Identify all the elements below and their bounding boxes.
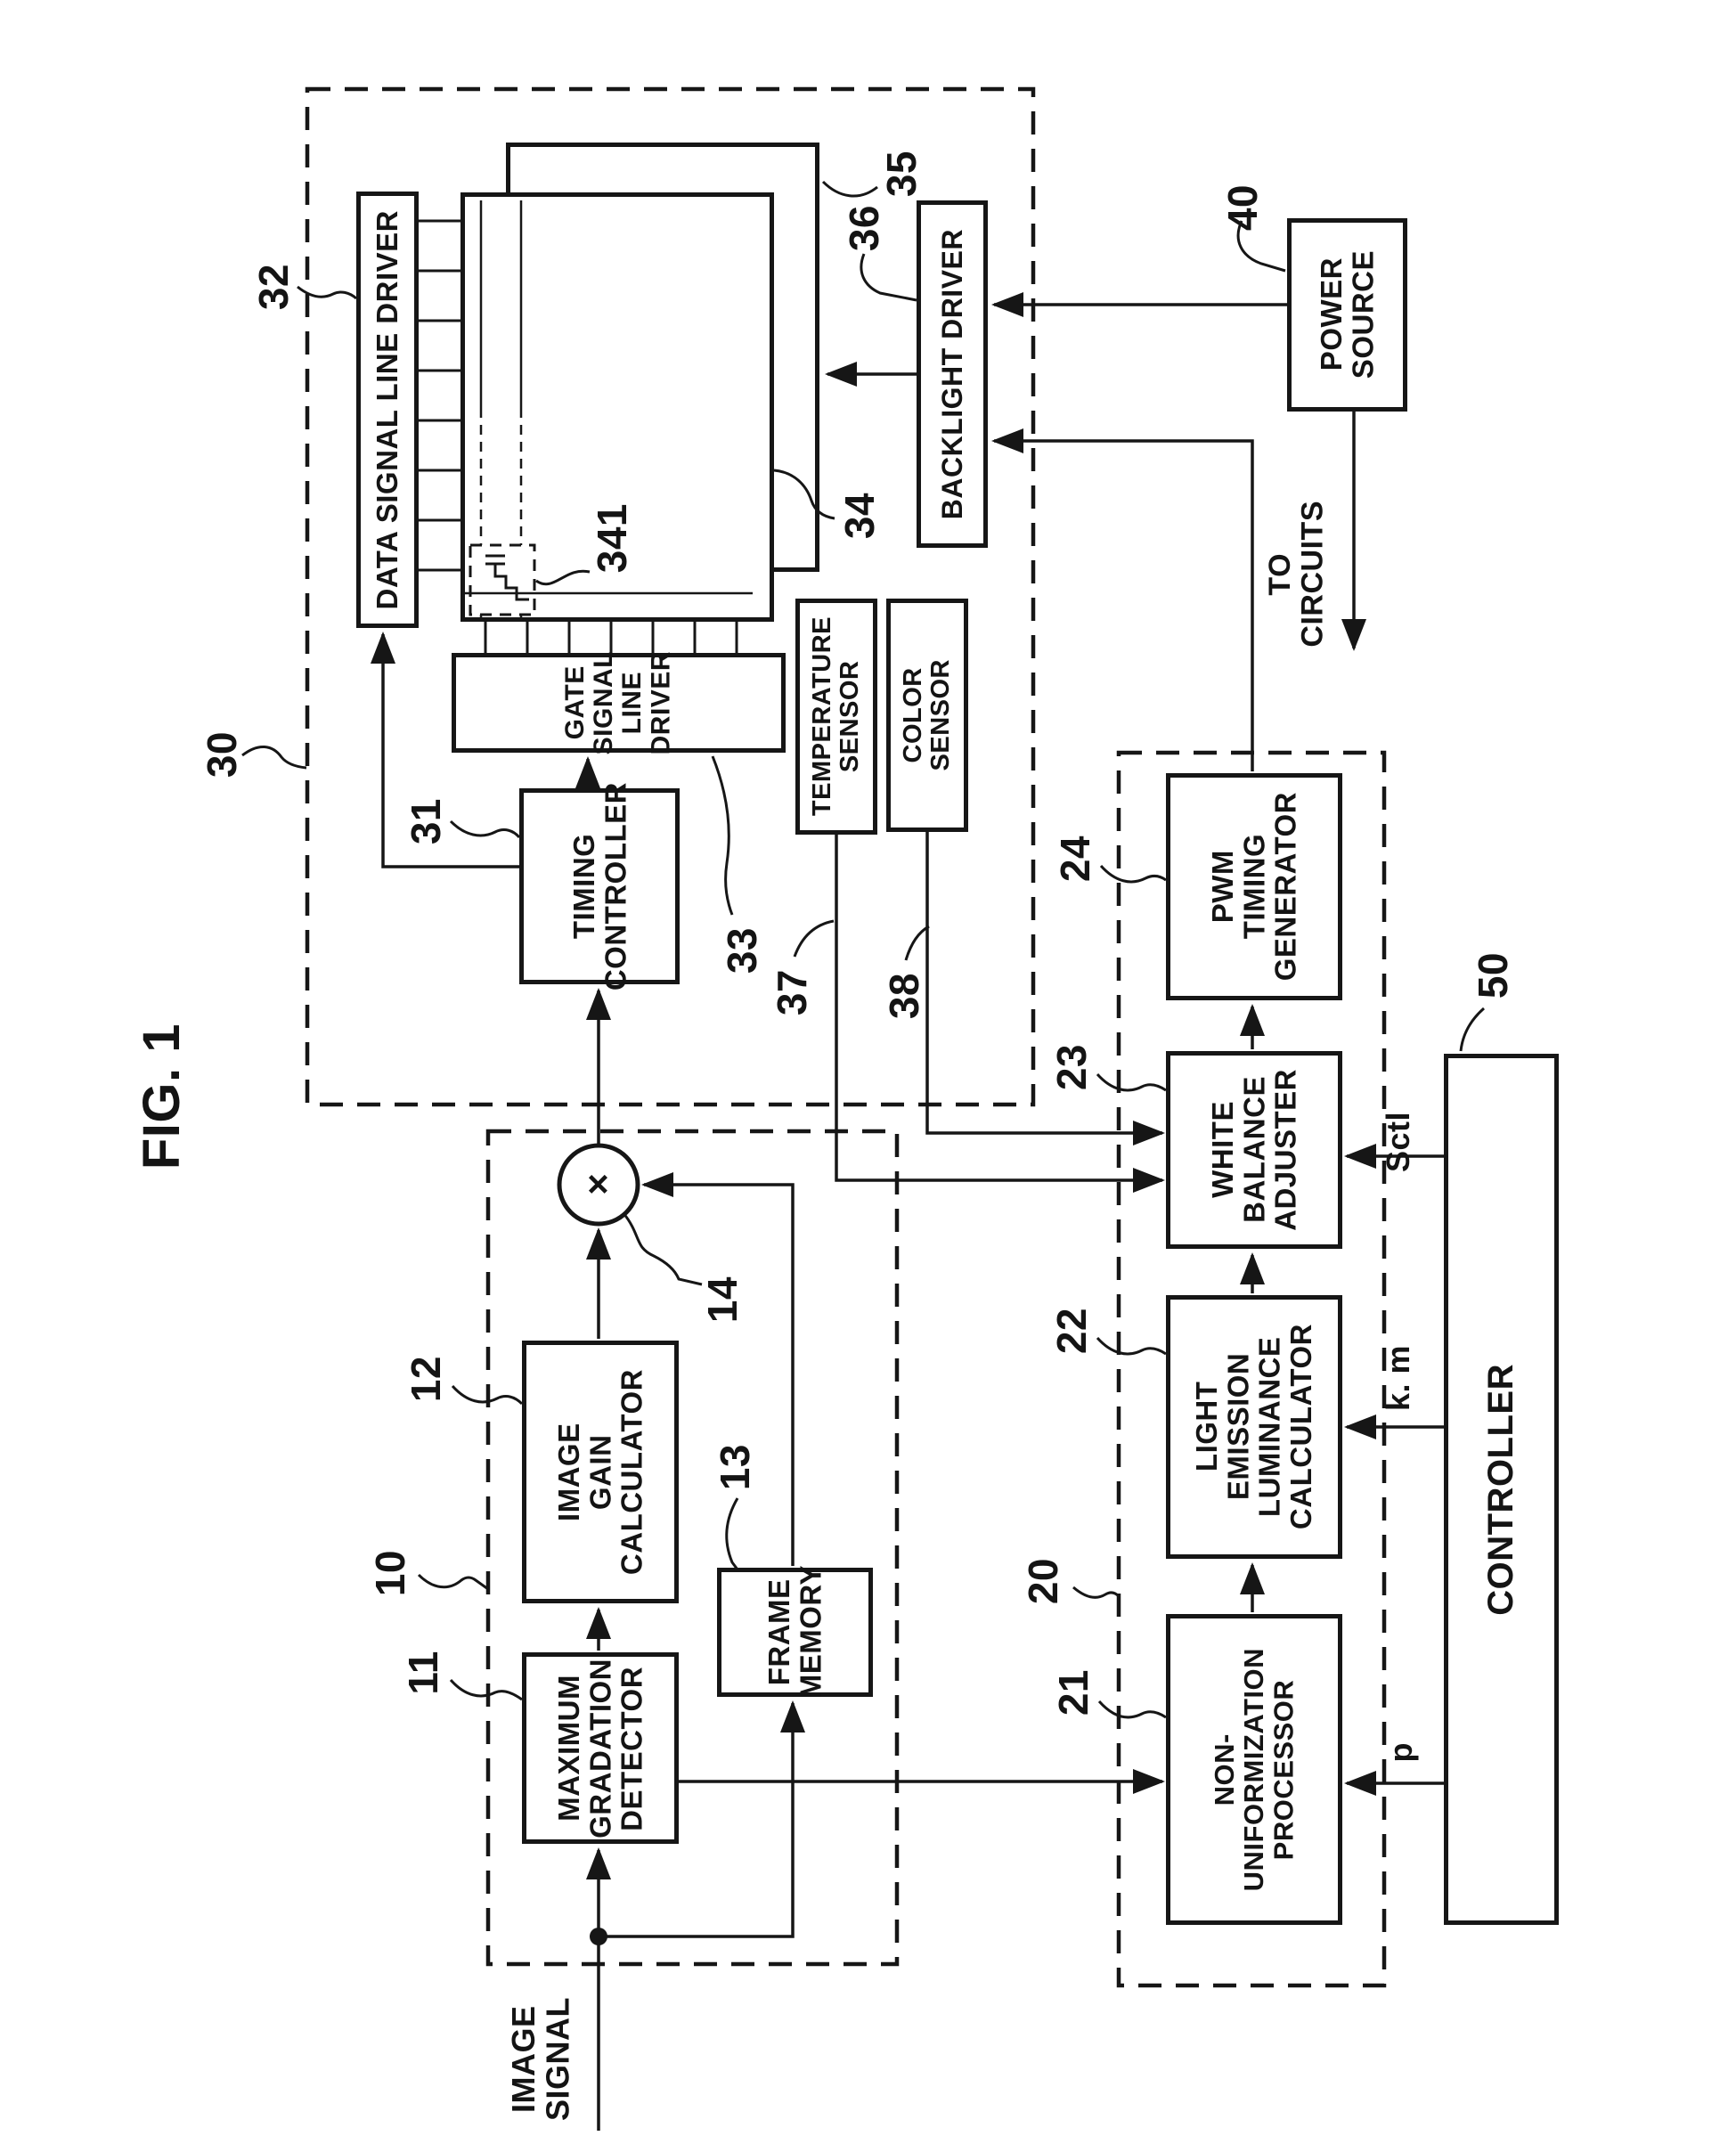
- image-gain-calculator-label: IMAGE GAIN CALCULATOR: [552, 1368, 648, 1576]
- non-uniformization-processor-label: NON- UNIFORMIZATION PROCESSOR: [1209, 1647, 1300, 1892]
- pwm-timing-generator-label: PWM TIMING GENERATOR: [1206, 792, 1302, 982]
- ref-32: [251, 252, 297, 322]
- data-line-ticks: [419, 221, 460, 570]
- ref-40: [1218, 176, 1267, 239]
- group-20-backlight-control-border: [1119, 753, 1384, 1985]
- ref-40-text: 40: [1218, 183, 1266, 232]
- ref-36: [843, 196, 887, 260]
- ref-34: [835, 481, 884, 550]
- ref-12-text: 12: [403, 1355, 450, 1403]
- gate-signal-line-driver-label: GATE SIGNAL LINE DRIVER: [560, 650, 676, 755]
- ref-10: [365, 1534, 417, 1612]
- group-30-display-unit-border: [307, 89, 1033, 1105]
- signal-km-text: k. m: [1379, 1344, 1416, 1412]
- ref-37: [770, 957, 816, 1028]
- frame-memory-label: FRAME MEMORY: [762, 1565, 827, 1700]
- ref-12: [403, 1347, 450, 1411]
- power-source-label: POWER SOURCE: [1315, 250, 1380, 379]
- ref-33-text: 33: [719, 926, 766, 974]
- ref-13-text: 13: [711, 1443, 758, 1491]
- ref-37-text: 37: [769, 968, 816, 1016]
- signal-p-text: p: [1381, 1741, 1419, 1763]
- ref-24: [1053, 827, 1099, 891]
- ref-32-text: 32: [250, 263, 297, 311]
- signal-p: [1382, 1726, 1420, 1778]
- ref-14: [698, 1265, 747, 1334]
- signal-to-circuits-text: TO CIRCUITS: [1262, 500, 1329, 648]
- backlight-driver-label: BACKLIGHT DRIVER: [935, 228, 968, 520]
- ref-22-text: 22: [1048, 1307, 1096, 1355]
- data-signal-line-driver-label: DATA SIGNAL LINE DRIVER: [371, 209, 404, 610]
- ref-11-text: 11: [400, 1651, 447, 1695]
- wire-branch-to-framememory: [599, 1703, 793, 1936]
- ref-50: [1468, 940, 1520, 1011]
- controller-label: CONTROLLER: [1481, 1363, 1521, 1616]
- ref-31: [403, 789, 450, 853]
- ref-341: [588, 488, 637, 588]
- light-emission-luminance-calculator-label: LIGHT EMISSION LUMINANCE CALCULATOR: [1190, 1324, 1318, 1530]
- multiplier-symbol-text: ×: [576, 1163, 619, 1206]
- ref-21-text: 21: [1050, 1668, 1097, 1716]
- signal-image-signal: [493, 1986, 590, 2132]
- temperature-sensor-label: TEMPERATURE SENSOR: [807, 616, 864, 817]
- wire-colorsensor-to-wba: [927, 832, 1162, 1133]
- signal-to-circuits: [1251, 481, 1341, 666]
- ref-11: [401, 1641, 447, 1705]
- ref-30-text: 30: [198, 730, 245, 779]
- group-10-image-processor-border: [488, 1131, 897, 1964]
- ref-20-text: 20: [1020, 1557, 1067, 1605]
- junction-dot: [590, 1928, 607, 1945]
- ref-31-text: 31: [403, 797, 450, 845]
- ref-24-text: 24: [1052, 835, 1099, 883]
- ref-22: [1049, 1299, 1096, 1363]
- ref-23: [1049, 1035, 1096, 1099]
- ref-10-text: 10: [367, 1549, 414, 1597]
- signal-image-signal-text: IMAGE SIGNAL: [505, 1997, 576, 2122]
- ref-35-text: 35: [877, 150, 925, 198]
- signal-sctl: [1377, 1094, 1420, 1190]
- ref-30: [198, 711, 247, 798]
- gate-line-ticks: [485, 622, 737, 653]
- ref-21: [1051, 1660, 1097, 1724]
- ref-50-text: 50: [1470, 951, 1517, 999]
- maximum-gradation-detector-label: MAXIMUM GRADATION DETECTOR: [552, 1658, 648, 1838]
- ref-14-text: 14: [698, 1276, 746, 1324]
- reference-leaders: [242, 182, 1484, 1717]
- ref-20: [1019, 1546, 1069, 1616]
- white-balance-adjuster-label: WHITE BALANCE ADJUSTER: [1206, 1069, 1302, 1231]
- ref-38-text: 38: [881, 972, 928, 1020]
- signal-sctl-text: Sctl: [1379, 1111, 1416, 1173]
- ref-23-text: 23: [1048, 1043, 1096, 1091]
- ref-341-text: 341: [588, 502, 635, 574]
- signal-km: [1377, 1325, 1420, 1431]
- figure-title-text: FIG. 1: [132, 1023, 191, 1170]
- ref-13: [711, 1432, 760, 1502]
- wire-framememory-to-multiplier: [644, 1185, 793, 1566]
- ref-33: [720, 916, 766, 985]
- figure-title: [123, 975, 201, 1218]
- color-sensor-label: COLOR SENSOR: [898, 659, 955, 771]
- multiplier-symbol: [576, 1163, 619, 1206]
- timing-controller-label: TIMING CONTROLLER: [566, 781, 632, 991]
- ref-38: [882, 960, 928, 1031]
- ref-36-text: 36: [841, 204, 888, 252]
- ref-34-text: 34: [835, 492, 883, 540]
